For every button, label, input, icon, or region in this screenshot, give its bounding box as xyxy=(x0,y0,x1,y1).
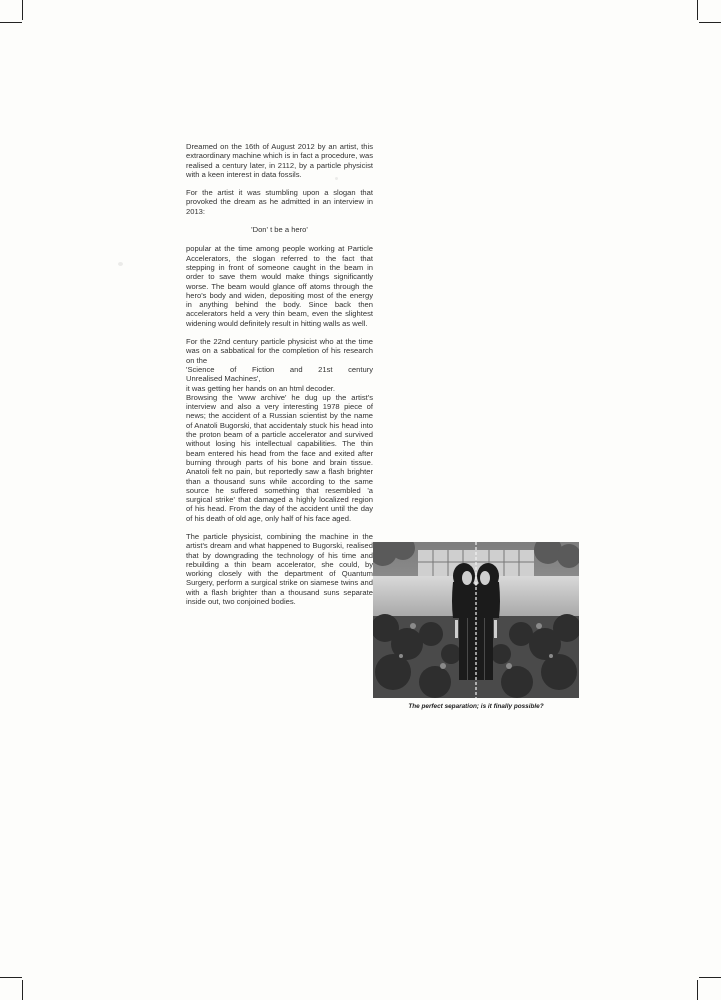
paragraph-physicist xyxy=(186,337,373,393)
paragraph-slogan-origin: For the artist it was stumbling upon a slogan that provoked the dream as he admitted in an interview in 2013: xyxy=(186,188,373,216)
crop-mark xyxy=(697,980,698,1000)
crop-mark xyxy=(22,0,23,20)
crop-mark xyxy=(699,977,721,978)
crop-mark xyxy=(697,0,698,20)
research-title-line1: 'Science of Fiction and 21st century xyxy=(186,364,373,374)
figure-caption: The perfect separation; is it finally possible? xyxy=(408,703,544,710)
crop-mark xyxy=(22,980,23,1000)
research-title-line2: Unrealised Machines', xyxy=(186,374,261,384)
mirrored-twins-photo xyxy=(373,542,579,698)
scan-smudge xyxy=(118,262,123,266)
crop-mark xyxy=(0,22,22,23)
crop-mark xyxy=(0,977,22,978)
slogan: 'Don' t be a hero' xyxy=(251,225,308,235)
paragraph-physicist-lead: For the 22nd century particle physicist who at the time was on a sabbatical for the completion of his research on the xyxy=(186,337,373,365)
paragraph-bugorski: Browsing the 'www archive' he dug up the artist's interview and also a very interesting 1978 piece of news; the accident of a Russian scientist by the name of Anatoli Bugorski, that accidentaly stuck his head into the proton beam of a particle accelerator and survived without losing his intellectual capabilities. The thin beam entered his head from the face and exited after burning through parts of his bone and brain tissue. Anatoli felt no pain, but reportedly saw a flash brighter than a thousand suns while according to the same source he suffered something that resembled 'a surgical strike' that damaged a highly localized region of his head. From the day of the accident until the day of his death of old age, only half of his face aged. xyxy=(186,392,373,523)
crop-mark xyxy=(699,22,721,23)
paragraph-beam: popular at the time among people working at Particle Accelerators, the slogan referred to the fact that stepping in front of someone caught in the beam in order to save them would make things significantly worse. The beam would glance off atoms through the hero's body and widen, depositing most of the energy in anything behind the body. Since back then accelerators held a very thin beam, even the slightest widening would definitely result in hitting walls as well. xyxy=(186,244,373,328)
article-body xyxy=(186,142,373,615)
paragraph-conclusion: The particle physicist, combining the machine in the artist's dream and what happened to Bugorski, realised that by downgrading the technology of his time and rebuilding a thin beam accelerator, she could, by working closely with the department of Quantum Surgery, perform a surgical strike on siamese twins and with a flash brighter than a thousand suns separate inside out, two conjoined bodies. xyxy=(186,531,373,607)
paragraph-physicist-rest: it was getting her hands on an html decoder. xyxy=(186,383,336,393)
paragraph-intro: Dreamed on the 16th of August 2012 by an artist, this extraordinary machine which is in fact a procedure, was realised a century later, in 2112, by a particle physicist with a keen interest in data fossils. xyxy=(186,142,373,179)
